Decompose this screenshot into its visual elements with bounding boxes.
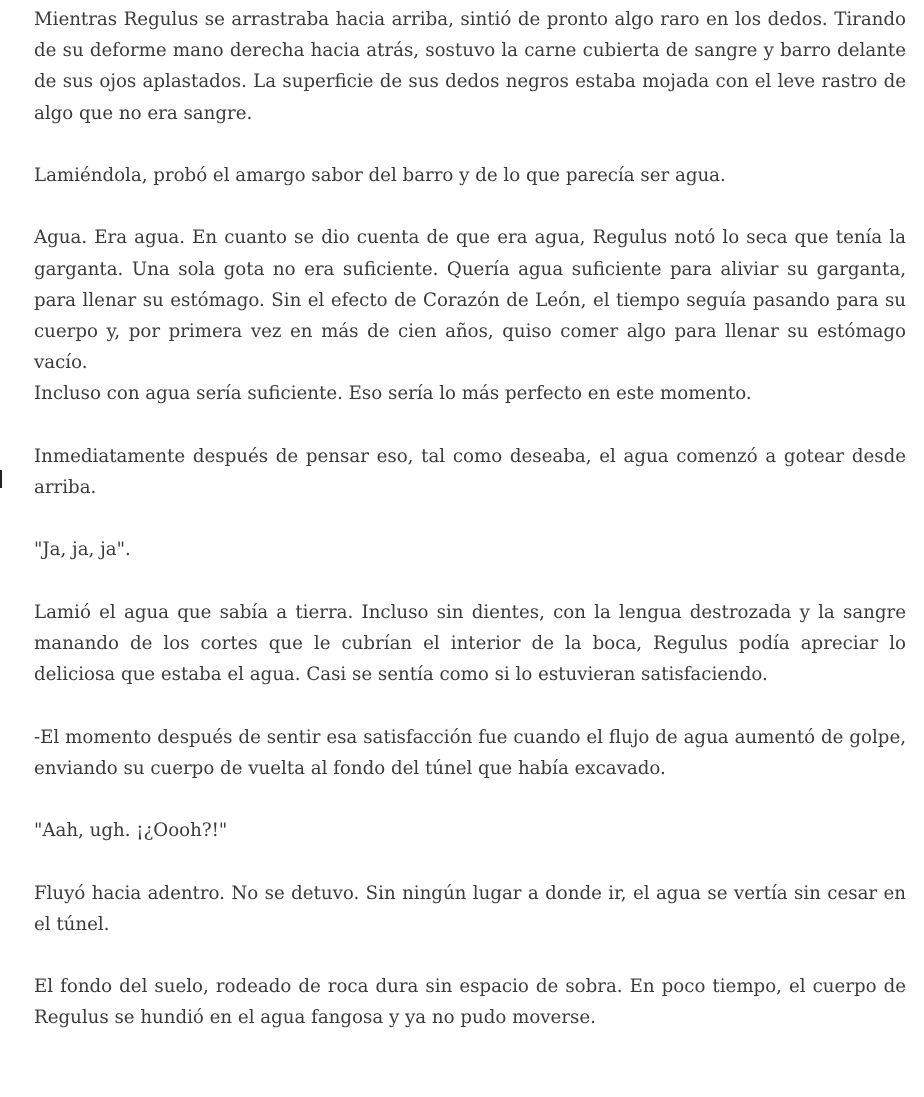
paragraph: -El momento después de sentir esa satisfacción fue cuando el flujo de agua aumentó de golpe, enviando su cuerpo de vuelta al fondo del túnel que había excavado. (34, 726, 906, 779)
paragraph: Agua. Era agua. En cuanto se dio cuenta de que era agua, Regulus notó lo seca que tenía la garganta. Una sola gota no era suficiente. Quería agua suficiente para aliviar su garganta, para llenar su estómago. Sin el efecto de Corazón de León, el tiempo seguía pasando para su cuerpo y, por primera vez en más de cien años, quiso comer algo para llenar su estómago vacío. (34, 227, 906, 374)
document-body (34, 4, 906, 1065)
paragraph: El fondo del suelo, rodeado de roca dura sin espacio de sobra. En poco tiempo, el cuerpo de Regulus se hundió en el agua fangosa y ya no pudo moverse. (34, 976, 906, 1029)
paragraph: Lamió el agua que sabía a tierra. Incluso sin dientes, con la lengua destrozada y la sangre manando de los cortes que le cubrían el interior de la boca, Regulus podía apreciar lo deliciosa que estaba el agua. Casi se sentía como si lo estuvieran satisfaciendo. (34, 601, 906, 686)
paragraph: "Aah, ugh. ¡¿Oooh?!" (34, 820, 228, 842)
paragraph: "Ja, ja, ja". (34, 539, 131, 561)
paragraph: Incluso con agua sería suficiente. Eso sería lo más perfecto en este momento. (34, 383, 752, 405)
paragraph: Fluyó hacia adentro. No se detuvo. Sin ningún lugar a donde ir, el agua se vertía sin cesar en el túnel. (34, 882, 906, 935)
paragraph: Inmediatamente después de pensar eso, tal como deseaba, el agua comenzó a gotear desde arriba. (34, 445, 906, 498)
paragraph: Lamiéndola, probó el amargo sabor del barro y de lo que parecía ser agua. (34, 165, 726, 186)
text-cursor-mark (0, 470, 2, 488)
paragraph: Mientras Regulus se arrastraba hacia arriba, sintió de pronto algo raro en los dedos. Tirando de su deforme mano derecha hacia atrás, sostuvo la carne cubierta de sangre y barro delante de sus ojos aplastados. La superficie de sus dedos negros estaba mojada con el leve rastro de algo que no era sangre. (34, 9, 906, 124)
